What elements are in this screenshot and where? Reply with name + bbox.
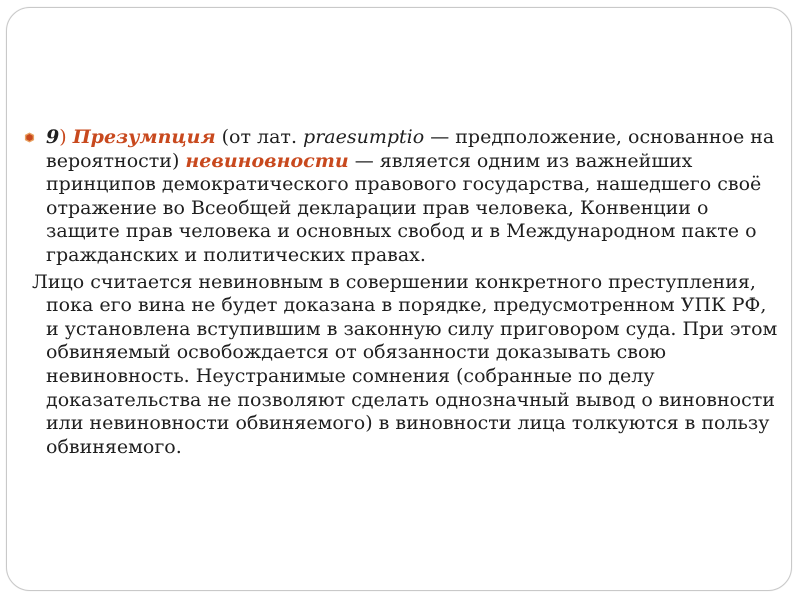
definition-text-2: — предположение, основанное на вероятности) [46,126,775,172]
slide-content [24,126,780,459]
item-number-paren: ) [59,126,67,148]
latin-term: praesumptio [303,126,425,148]
term-presumption: Презумпция [72,126,216,148]
paragraph-presumption-definition [24,126,780,268]
term-innocence: невиновности [185,149,349,172]
definition-text-3: — является одним из важнейших принципов демократического правового государства, нашедшего своё отражение во Всеобщей декларации прав человека, Конвенции о защите прав человека и основных свобод и в Международном пакте о гражданских и политических правах. [46,149,762,266]
definition-text-1: (от лат. [215,126,304,148]
paragraph-innocence-rule: Лицо считается невиновным в совершении конкретного преступления, пока его вина не будет доказана в порядке, предусмотренном УПК РФ, и установлена вступившим в законную силу приговором суда. При этом обвиняемый освобождается от обязанности доказывать свою невиновность. Неустранимые сомнения (собранные по делу доказательства не позволяют сделать однозначный вывод о виновности или невиновности обвиняемого) в виновности лица толкуются в пользу обвиняемого. [32,270,778,458]
item-number: 9 [46,126,60,148]
hexagon-bullet-icon [24,132,35,143]
